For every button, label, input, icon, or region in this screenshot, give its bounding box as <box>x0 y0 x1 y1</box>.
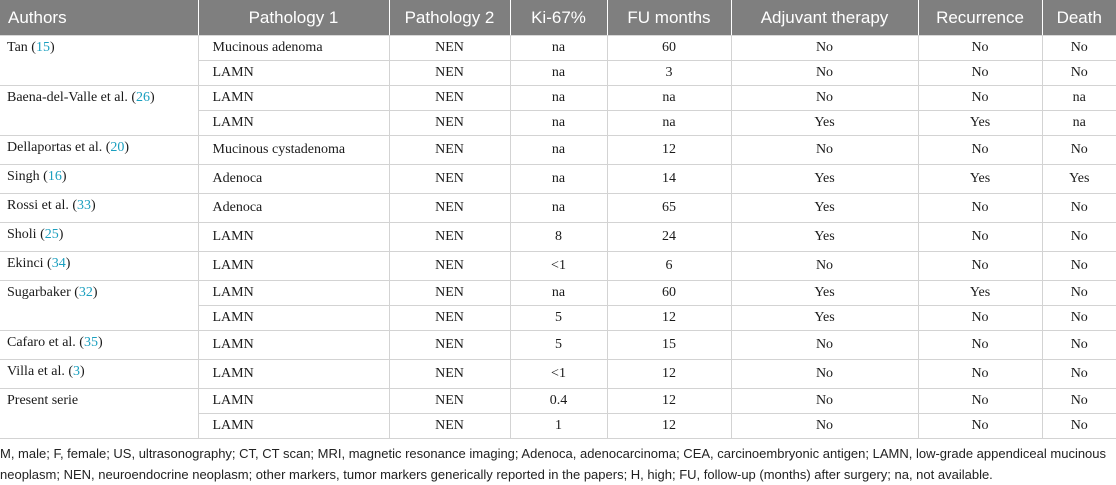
author-name: Dellaportas et al. ( <box>7 140 111 155</box>
author-name: Ekinci ( <box>7 256 52 271</box>
author-cell <box>0 252 198 281</box>
adjuvant-therapy-cell: No <box>731 61 918 86</box>
recurrence-cell: No <box>918 331 1042 360</box>
reference-link[interactable]: 35 <box>83 335 98 350</box>
fu-months-cell: 12 <box>607 389 731 414</box>
pathology-1-cell: LAMN <box>198 281 389 306</box>
fu-months-cell: 15 <box>607 331 731 360</box>
recurrence-cell: No <box>918 136 1042 165</box>
pathology-1-cell: LAMN <box>198 86 389 111</box>
death-cell: Yes <box>1042 165 1116 194</box>
fu-months-cell: 12 <box>607 414 731 439</box>
author-suffix: ) <box>80 364 85 379</box>
ki67-cell: 0.4 <box>510 389 607 414</box>
author-name: Present serie <box>7 393 79 408</box>
death-cell: No <box>1042 194 1116 223</box>
ki67-cell: na <box>510 86 607 111</box>
adjuvant-therapy-cell: Yes <box>731 306 918 331</box>
reference-link[interactable]: 3 <box>73 364 81 379</box>
reference-link[interactable]: 26 <box>136 90 151 105</box>
adjuvant-therapy-cell: No <box>731 86 918 111</box>
death-cell: No <box>1042 36 1116 61</box>
adjuvant-therapy-cell: No <box>731 252 918 281</box>
pathology-2-cell: NEN <box>389 165 510 194</box>
author-cell <box>0 223 198 252</box>
pathology-2-cell: NEN <box>389 136 510 165</box>
fu-months-cell: na <box>607 86 731 111</box>
recurrence-cell: No <box>918 223 1042 252</box>
author-name: Tan ( <box>7 40 36 55</box>
death-cell: No <box>1042 223 1116 252</box>
pathology-1-cell: LAMN <box>198 360 389 389</box>
pathology-1-cell: LAMN <box>198 111 389 136</box>
table-body <box>0 36 1116 439</box>
author-cell <box>0 194 198 223</box>
death-cell: No <box>1042 331 1116 360</box>
col-header-ki67: Ki-67% <box>510 0 607 36</box>
recurrence-cell: No <box>918 36 1042 61</box>
adjuvant-therapy-cell: Yes <box>731 281 918 306</box>
table-row <box>0 281 1116 306</box>
author-name: Villa et al. ( <box>7 364 74 379</box>
ki67-cell: na <box>510 111 607 136</box>
pathology-1-cell: LAMN <box>198 223 389 252</box>
table-row <box>0 194 1116 223</box>
recurrence-cell: Yes <box>918 165 1042 194</box>
pathology-2-cell: NEN <box>389 331 510 360</box>
table-row <box>0 360 1116 389</box>
fu-months-cell: 24 <box>607 223 731 252</box>
death-cell: No <box>1042 136 1116 165</box>
author-cell <box>0 36 198 86</box>
recurrence-cell: Yes <box>918 281 1042 306</box>
pathology-2-cell: NEN <box>389 36 510 61</box>
death-cell: No <box>1042 414 1116 439</box>
table-footnote: M, male; F, female; US, ultrasonography; CT, CT scan; MRI, magnetic resonance imaging; Adenoca, adenocarcinoma; CEA, carcinoembryonic antigen; LAMN, low-grade appendiceal mucinous neoplasm; NEN, neuroendocrine neoplasm; other markers, tumor markers generically reported in the papers; H, high; FU, follow-up (months) after surgery; na, not available. <box>0 446 1107 482</box>
pathology-1-cell: Mucinous adenoma <box>198 36 389 61</box>
adjuvant-therapy-cell: No <box>731 36 918 61</box>
table-row <box>0 331 1116 360</box>
pathology-2-cell: NEN <box>389 306 510 331</box>
fu-months-cell: 12 <box>607 306 731 331</box>
pathology-1-cell: LAMN <box>198 414 389 439</box>
adjuvant-therapy-cell: No <box>731 389 918 414</box>
fu-months-cell: 12 <box>607 136 731 165</box>
ki67-cell: 5 <box>510 306 607 331</box>
author-suffix: ) <box>58 227 64 242</box>
author-suffix: ) <box>150 90 155 105</box>
ki67-cell: 8 <box>510 223 607 252</box>
pathology-2-cell: NEN <box>389 389 510 414</box>
fu-months-cell: na <box>607 111 731 136</box>
death-cell: No <box>1042 281 1116 306</box>
ki67-cell: 1 <box>510 414 607 439</box>
fu-months-cell: 60 <box>607 281 731 306</box>
pathology-1-cell: LAMN <box>198 389 389 414</box>
author-name: Sugarbaker ( <box>7 285 79 300</box>
table-row <box>0 223 1116 252</box>
pathology-2-cell: NEN <box>389 281 510 306</box>
ki67-cell: na <box>510 36 607 61</box>
author-suffix: ) <box>91 198 96 213</box>
author-suffix: ) <box>97 335 103 350</box>
recurrence-cell: No <box>918 306 1042 331</box>
death-cell: na <box>1042 86 1116 111</box>
pathology-1-cell: Adenoca <box>198 165 389 194</box>
reference-link[interactable]: 25 <box>44 227 59 242</box>
adjuvant-therapy-cell: No <box>731 414 918 439</box>
author-cell <box>0 389 198 439</box>
author-cell <box>0 165 198 194</box>
ki67-cell: na <box>510 136 607 165</box>
pathology-1-cell: Mucinous cystadenoma <box>198 136 389 165</box>
death-cell: No <box>1042 389 1116 414</box>
pathology-1-cell: LAMN <box>198 306 389 331</box>
fu-months-cell: 6 <box>607 252 731 281</box>
recurrence-cell: No <box>918 389 1042 414</box>
reference-link[interactable]: 33 <box>77 198 91 213</box>
author-cell <box>0 331 198 360</box>
death-cell: No <box>1042 306 1116 331</box>
author-name: Rossi et al. ( <box>7 198 77 213</box>
reference-link[interactable]: 15 <box>35 40 50 55</box>
table-row <box>0 165 1116 194</box>
col-header-fu-months: FU months <box>607 0 731 36</box>
col-header-authors: Authors <box>0 0 198 36</box>
pathology-2-cell: NEN <box>389 252 510 281</box>
fu-months-cell: 3 <box>607 61 731 86</box>
author-cell <box>0 86 198 136</box>
pathology-1-cell: Adenoca <box>198 194 389 223</box>
table-row <box>0 86 1116 111</box>
col-header-death: Death <box>1042 0 1116 36</box>
pathology-2-cell: NEN <box>389 86 510 111</box>
recurrence-cell: No <box>918 61 1042 86</box>
pathology-2-cell: NEN <box>389 414 510 439</box>
author-cell <box>0 281 198 331</box>
author-suffix: ) <box>49 40 55 55</box>
pathology-2-cell: NEN <box>389 111 510 136</box>
table-row <box>0 389 1116 414</box>
pathology-1-cell: LAMN <box>198 331 389 360</box>
ki67-cell: na <box>510 281 607 306</box>
fu-months-cell: 14 <box>607 165 731 194</box>
reference-link[interactable]: 32 <box>78 285 93 300</box>
ki67-cell: <1 <box>510 252 607 281</box>
header-row <box>0 0 1116 36</box>
fu-months-cell: 60 <box>607 36 731 61</box>
death-cell: No <box>1042 252 1116 281</box>
adjuvant-therapy-cell: Yes <box>731 194 918 223</box>
recurrence-cell: No <box>918 360 1042 389</box>
fu-months-cell: 65 <box>607 194 731 223</box>
fu-months-cell: 12 <box>607 360 731 389</box>
pathology-2-cell: NEN <box>389 61 510 86</box>
adjuvant-therapy-cell: Yes <box>731 111 918 136</box>
recurrence-cell: No <box>918 86 1042 111</box>
adjuvant-therapy-cell: Yes <box>731 165 918 194</box>
pathology-1-cell: LAMN <box>198 61 389 86</box>
author-name: Baena-del-Valle et al. ( <box>7 90 137 105</box>
col-header-recurrence: Recurrence <box>918 0 1042 36</box>
recurrence-cell: No <box>918 252 1042 281</box>
author-suffix: ) <box>92 285 98 300</box>
author-suffix: ) <box>124 140 130 155</box>
ki67-cell: na <box>510 61 607 86</box>
death-cell: No <box>1042 61 1116 86</box>
recurrence-cell: No <box>918 194 1042 223</box>
author-suffix: ) <box>61 169 67 184</box>
reference-link[interactable]: 34 <box>51 256 66 271</box>
pathology-1-cell: LAMN <box>198 252 389 281</box>
author-name: Singh ( <box>7 169 48 184</box>
reference-link[interactable]: 20 <box>110 140 125 155</box>
adjuvant-therapy-cell: No <box>731 331 918 360</box>
ki67-cell: <1 <box>510 360 607 389</box>
table-row <box>0 252 1116 281</box>
recurrence-cell: Yes <box>918 111 1042 136</box>
author-name: Cafaro et al. ( <box>7 335 84 350</box>
recurrence-cell: No <box>918 414 1042 439</box>
ki67-cell: na <box>510 165 607 194</box>
author-cell <box>0 360 198 389</box>
col-header-pathology-1: Pathology 1 <box>198 0 389 36</box>
ki67-cell: na <box>510 194 607 223</box>
pathology-2-cell: NEN <box>389 360 510 389</box>
adjuvant-therapy-cell: Yes <box>731 223 918 252</box>
author-name: Sholi ( <box>7 227 45 242</box>
death-cell: na <box>1042 111 1116 136</box>
col-header-adjuvant-therapy: Adjuvant therapy <box>731 0 918 36</box>
ki67-cell: 5 <box>510 331 607 360</box>
reference-link[interactable]: 16 <box>47 169 62 184</box>
adjuvant-therapy-cell: No <box>731 360 918 389</box>
author-cell <box>0 136 198 165</box>
author-suffix: ) <box>65 256 71 271</box>
col-header-pathology-2: Pathology 2 <box>389 0 510 36</box>
table-row <box>0 136 1116 165</box>
death-cell: No <box>1042 360 1116 389</box>
table-row <box>0 36 1116 61</box>
pathology-2-cell: NEN <box>389 194 510 223</box>
adjuvant-therapy-cell: No <box>731 136 918 165</box>
pathology-2-cell: NEN <box>389 223 510 252</box>
